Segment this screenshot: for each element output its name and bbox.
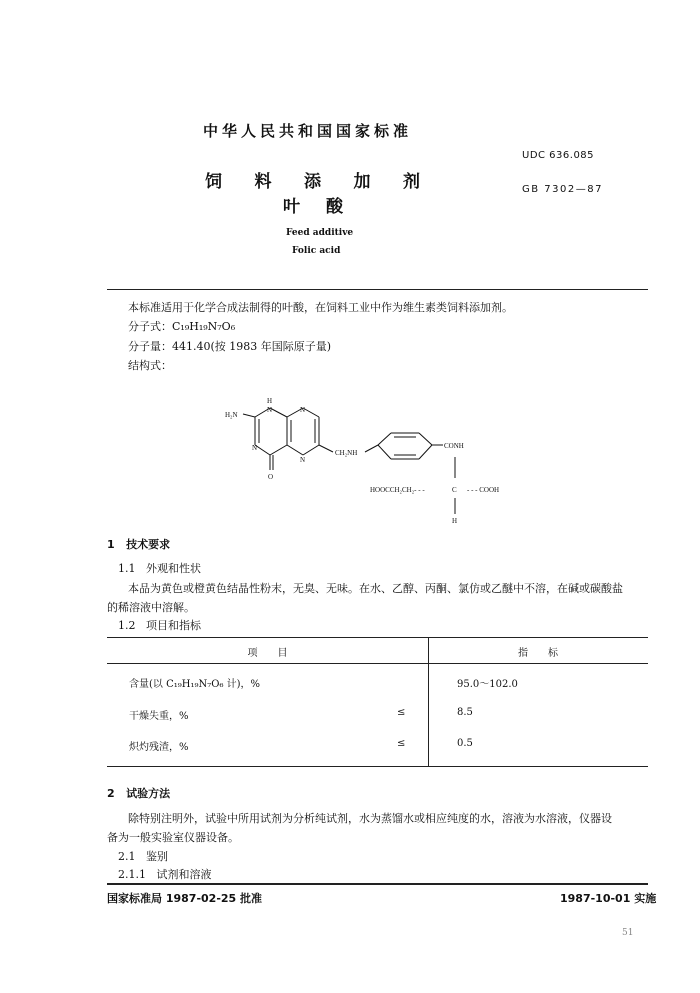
subtitle-char: 叶: [283, 197, 300, 217]
atom-n-bottom: N: [300, 456, 306, 464]
group-hoocch2ch2: HOOCCH₂CH₂- - -: [370, 486, 425, 494]
spec-table: [107, 637, 648, 767]
folic-acid-structure: [215, 390, 535, 530]
subsection-2-1-1-number: 2.1.1: [118, 868, 146, 881]
header-rule: [107, 289, 648, 290]
section-1-heading: [107, 536, 170, 552]
appearance-text-line-1: 本品为黄色或橙黄色结晶性粉末，无臭、无味。在水、乙醇、丙酮、氯仿或乙醚中不溶，在碱或碳酸盐: [128, 582, 623, 595]
method-text-line-2: 备为一般实验室仪器设备。: [107, 831, 239, 844]
row-item: 含量(以 C₁₉H₁₉N₇O₆ 计)，%: [129, 679, 261, 690]
atom-n-top: N: [267, 406, 273, 414]
table-header-rule: [107, 663, 648, 664]
section-2-number: 2: [107, 787, 115, 800]
group-conh: CONH: [444, 442, 464, 450]
formula-value: C₁₉H₁₉N₇O₆: [172, 320, 236, 333]
english-title: Feed additive: [286, 228, 354, 238]
subsection-1-1-title: 外观和性状: [146, 562, 201, 575]
mw-line: [128, 338, 331, 354]
section-2-heading: [107, 785, 170, 801]
formula-label: 分子式：: [128, 320, 172, 333]
table-bottom-rule: [107, 766, 648, 767]
udc-code: UDC 636.085: [522, 150, 595, 161]
scope-text: 本标准适用于化学合成法制得的叶酸，在饲料工业中作为维生素类饲料添加剂。: [128, 301, 513, 314]
row-value: 0.5: [457, 738, 473, 749]
atom-h-top: H: [267, 397, 273, 405]
structure-label: 结构式：: [128, 359, 172, 372]
subsection-1-2-title: 项目和指标: [146, 619, 201, 632]
title-char: 料: [254, 172, 272, 192]
appearance-text-line-2: 的稀溶液中溶解。: [107, 601, 195, 614]
title-char: 剂: [403, 172, 420, 192]
atom-h-bottom: H: [452, 517, 458, 525]
page-number: 51: [622, 928, 634, 938]
subsection-2-1-number: 2.1: [118, 850, 136, 863]
row-operator: ≤: [397, 707, 406, 718]
section-1-number: 1: [107, 538, 115, 551]
standard-title: 中华人民共和国国家标准: [203, 122, 413, 140]
subsection-1-2-number: 1.2: [118, 619, 136, 632]
subsection-2-1-1-title: 试剂和溶液: [156, 868, 212, 881]
section-2-title: 试验方法: [126, 787, 171, 800]
title-char: 添: [304, 172, 321, 192]
table-top-rule: [107, 637, 648, 638]
row-item: 干燥失重，%: [129, 711, 189, 722]
method-text-line-1: 除特别注明外，试验中所用试剂为分析纯试剂，水为蒸馏水或相应纯度的水，溶液为水溶液，仪器设: [128, 812, 612, 825]
row-value: 95.0～102.0: [457, 679, 518, 690]
mw-label: 分子量：: [128, 340, 172, 353]
title-char: 加: [353, 172, 371, 192]
english-subtitle: Folic acid: [292, 246, 341, 256]
atom-c-center: C: [452, 486, 457, 494]
atom-o: O: [268, 473, 274, 481]
atom-h2n: H₂N: [225, 411, 238, 419]
table-header-item: 项 目: [247, 648, 288, 659]
subsection-1-1-heading: [118, 560, 201, 576]
group-cooh: - - - COOH: [467, 486, 500, 494]
subsection-2-1-title: 鉴别: [146, 850, 168, 863]
subsection-1-1-number: 1.1: [118, 562, 136, 575]
section-1-title: 技术要求: [126, 538, 171, 551]
atom-n-top-right: N: [300, 406, 306, 414]
formula-line: [128, 318, 235, 334]
table-header-index: 指 标: [518, 648, 558, 659]
group-ch2nh: CH₂NH: [335, 449, 358, 457]
subsection-2-1-1-heading: [118, 866, 212, 882]
mw-value: 441.40(按 1983 年国际原子量): [172, 340, 332, 353]
row-operator: ≤: [397, 738, 406, 749]
row-item: 炽灼残渣，%: [129, 742, 189, 753]
title-char: 饲: [205, 172, 222, 192]
gb-code: GB 7302—87: [522, 184, 603, 195]
approval-text: 国家标准局 1987-02-25 批准: [107, 892, 263, 905]
subsection-2-1-heading: [118, 848, 168, 864]
chinese-title: [205, 167, 420, 192]
subsection-1-2-heading: [118, 617, 201, 633]
atom-n-left: N: [252, 444, 258, 452]
chinese-subtitle: [283, 192, 343, 217]
subtitle-char: 酸: [326, 197, 343, 217]
effective-date-text: 1987-10-01 实施: [560, 892, 657, 905]
footer-rule: [107, 883, 648, 885]
row-value: 8.5: [457, 707, 473, 718]
